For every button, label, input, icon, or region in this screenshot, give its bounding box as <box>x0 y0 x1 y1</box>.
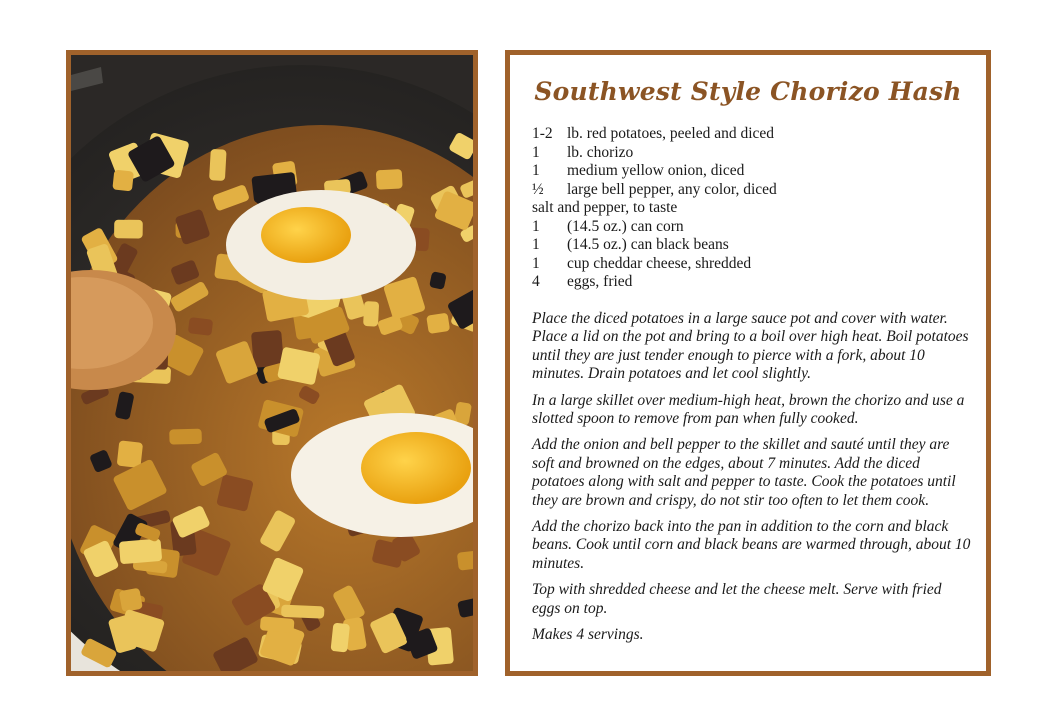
food-chunk <box>281 605 324 619</box>
food-chunk <box>117 440 143 468</box>
ingredient-row <box>532 218 972 237</box>
ingredient-qty: 1-2 <box>532 125 553 142</box>
food-chunk <box>119 588 143 612</box>
food-chunk <box>112 170 134 192</box>
food-chunk <box>260 616 295 633</box>
ingredient-row <box>532 236 972 255</box>
ingredient-row <box>532 125 972 144</box>
servings-note: Makes 4 servings. <box>532 626 644 644</box>
ingredient-list <box>532 125 972 292</box>
food-chunk <box>251 330 284 368</box>
ingredient-qty: 1 <box>532 236 540 253</box>
ingredient-qty: ½ <box>532 180 544 198</box>
ingredient-item: lb. red potatoes, peeled and diced <box>567 125 775 142</box>
hash-skillet-illustration <box>71 55 473 671</box>
ingredient-qty: 1 <box>532 143 540 161</box>
food-chunk <box>188 317 213 336</box>
ingredient-row <box>532 199 972 218</box>
ingredient-qty: 1 <box>532 254 540 272</box>
ingredient-item: cup cheddar cheese, shredded <box>567 254 752 272</box>
instruction-step: In a large skillet over medium-high heat, brown the chorizo and use a slotted spoon to remove from pan when fully cooked. <box>532 391 965 428</box>
recipe-card <box>505 50 991 676</box>
food-chunk <box>376 169 403 190</box>
ingredient-row <box>532 144 972 163</box>
ingredient-row <box>532 273 972 292</box>
ingredient-item: large bell pepper, any color, diced <box>567 180 777 198</box>
recipe-photo <box>66 50 478 676</box>
instruction-step: Add the onion and bell pepper to the skillet and sauté until they are soft and browned on the edges, about 7 minutes. Add the diced potatoes along with salt and pepper to taste. Cook the potatoes until they are brown and crispy, do not stir too often to let them cook. <box>532 436 956 509</box>
ingredient-item: lb. chorizo <box>567 143 634 161</box>
recipe-title: Southwest Style Chorizo Hash <box>534 77 962 106</box>
food-chunk <box>363 301 379 327</box>
ingredient-qty: 1 <box>532 217 540 235</box>
food-chunk <box>119 538 162 564</box>
food-chunk <box>330 623 350 653</box>
instruction-step: Add the chorizo back into the pan in addition to the corn and black beans. Cook until corn and black beans are warmed through, about 10 minutes. <box>532 518 971 572</box>
ingredient-item: medium yellow onion, diced <box>567 162 745 179</box>
ingredient-item: salt and pepper, to taste <box>532 199 678 216</box>
ingredient-qty: 1 <box>532 162 540 179</box>
ingredient-row <box>532 255 972 274</box>
ingredient-item: (14.5 oz.) can corn <box>567 217 684 235</box>
food-chunk <box>209 149 227 181</box>
ingredient-item: eggs, fried <box>567 273 633 290</box>
food-chunk <box>169 429 202 445</box>
ingredient-row <box>532 162 972 181</box>
ingredient-item: (14.5 oz.) can black beans <box>567 236 729 253</box>
instruction-list <box>532 310 972 653</box>
ingredient-row <box>532 181 972 200</box>
instruction-step: Top with shredded cheese and let the cheese melt. Serve with fried eggs on top. <box>532 581 942 617</box>
food-chunk <box>426 313 450 334</box>
instruction-step: Place the diced potatoes in a large sauce pot and cover with water. Place a lid on the pot and bring to a boil over high heat. Boil potatoes until they are just tender enough to pierce with a fork, about 10 minutes. Drain potatoes and let cool slightly. <box>532 310 969 383</box>
ingredient-qty: 4 <box>532 273 540 290</box>
food-chunk <box>114 220 143 239</box>
